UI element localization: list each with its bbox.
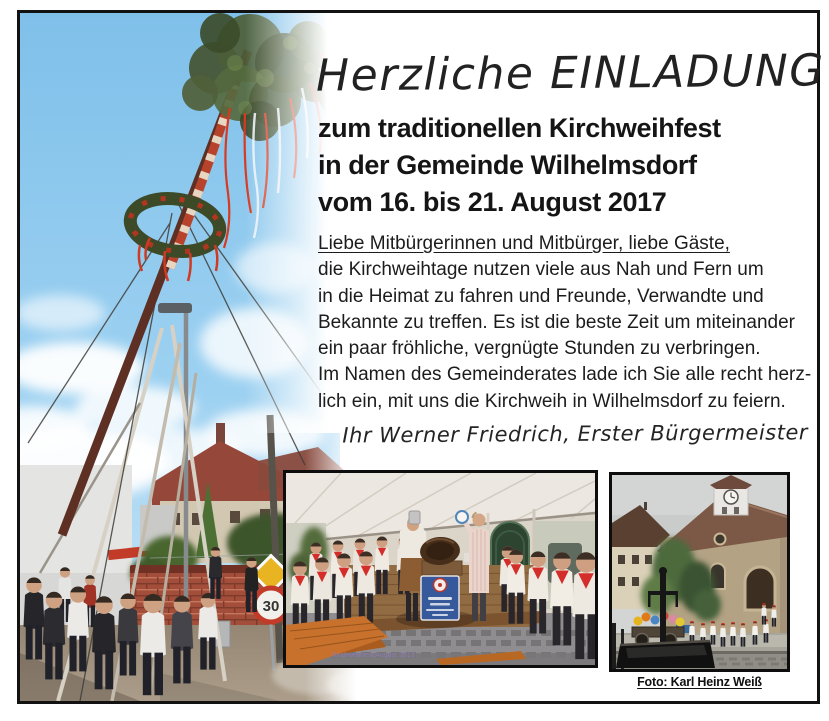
body-paragraph [318,231,815,415]
street-lamp [158,303,192,313]
svg-text:30: 30 [262,598,280,615]
body-line: lich ein, mit uns die Kirchweih in Wilhelmsdorf zu feiern. [318,390,786,412]
body-line: ein paar fröhliche, vergnügte Stunden zu verbringen. [318,338,761,360]
tent-photo-frame [283,470,598,668]
script-headline: Herzliche EINLADUNG [315,45,826,102]
body-line: in die Heimat zu fahren und Freunde, Verwandte und [318,285,764,307]
body-line: Bekannte zu treffen. Es ist die beste Zeit um miteinander [318,311,796,333]
photo-caption: Foto: Karl Heinz Weiß [637,675,762,689]
body-line: die Kirchweihtage nutzen viele aus Nah und Fern um [318,259,764,281]
subtitle-line-1: zum traditionellen Kirchweihfest [318,113,721,143]
signature-script: Ihr Werner Friedrich, Erster Bürgermeister [342,420,809,448]
subtitle-block [318,110,818,221]
church-portal [745,567,775,610]
salutation-line: Liebe Mitbürgerinnen und Mitbürger, liebe Gäste, [318,233,730,254]
church-photo [612,475,787,669]
photo-watermark: Kirchweihfest August 2013 [332,652,415,659]
church-photo-frame [609,472,790,672]
subtitle-line-3: vom 16. bis 21. August 2017 [318,187,667,217]
subtitle-line-2: in der Gemeinde Wilhelmsdorf [318,150,697,180]
tent-photo [286,473,595,665]
body-line: Im Namen des Gemeinderates lade ich Sie alle recht herz- [318,364,812,386]
